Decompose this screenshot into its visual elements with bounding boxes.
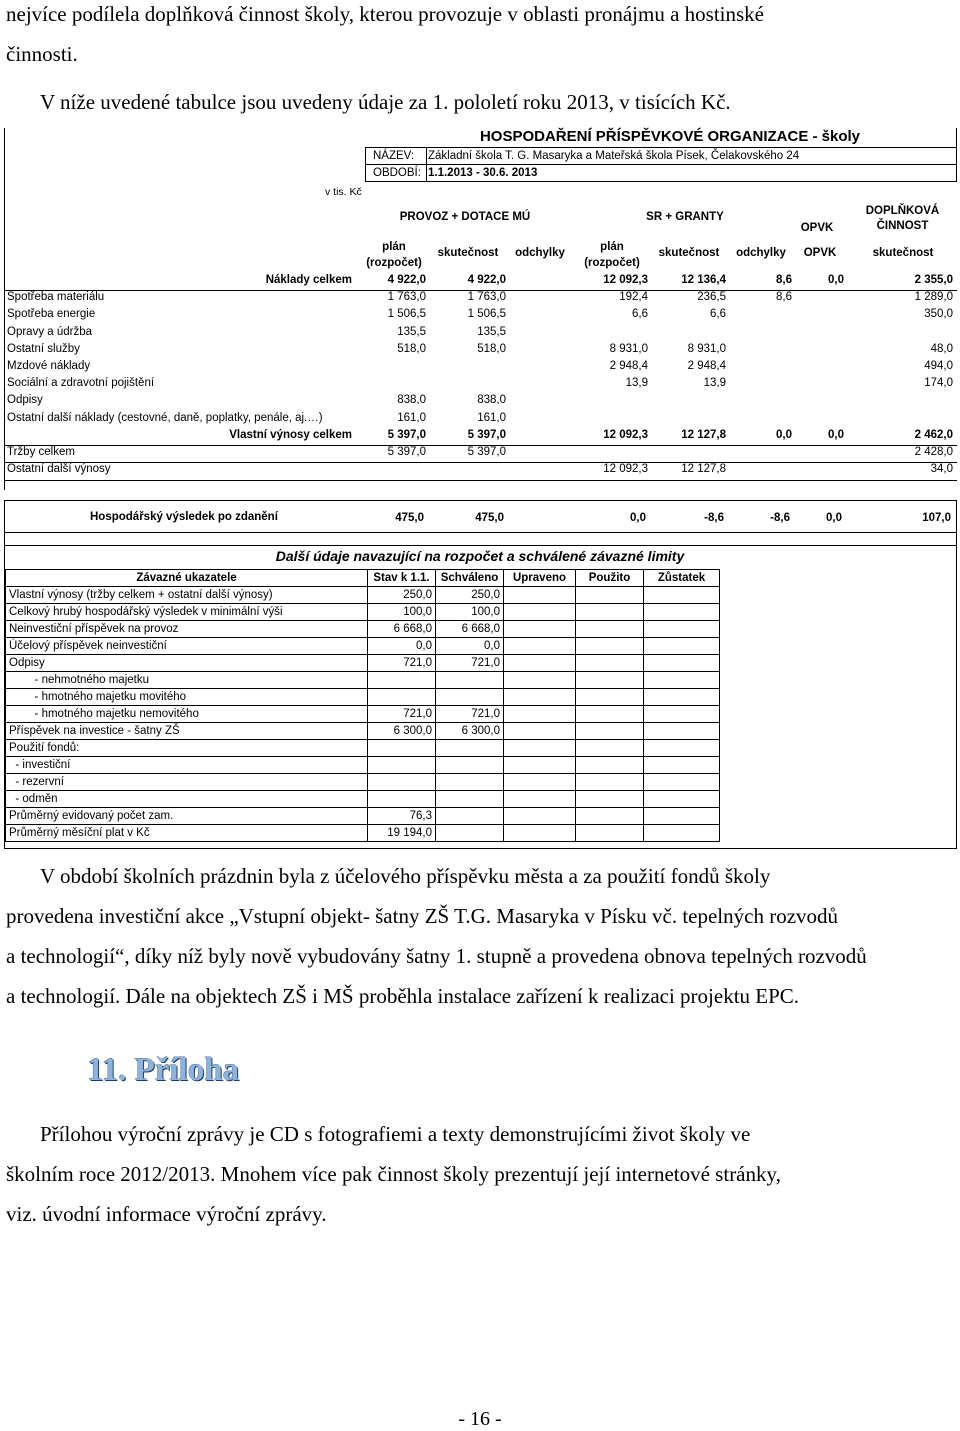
result-value: -8,6 bbox=[704, 512, 724, 524]
col-skutecnost-2: skutečnost bbox=[658, 247, 720, 259]
limits-row bbox=[6, 604, 720, 621]
row-value: 12 092,3 bbox=[603, 428, 648, 441]
limits-label: Účelový příspěvek neinvestiční bbox=[6, 638, 368, 655]
limits-value bbox=[504, 791, 576, 808]
row-label: Spotřeba energie bbox=[7, 308, 96, 321]
row-value: 12 127,8 bbox=[681, 463, 726, 476]
row-value bbox=[728, 358, 794, 375]
report-title: HOSPODAŘENÍ PŘÍSPĚVKOVÉ ORGANIZACE - školy bbox=[479, 128, 861, 145]
limits-value bbox=[576, 672, 644, 689]
limits-label: Celkový hrubý hospodářský výsledek v minimální výši bbox=[6, 604, 368, 621]
limits-header-cell: Závazné ukazatele bbox=[6, 570, 368, 587]
limits-value: 250,0 bbox=[368, 587, 436, 604]
row-value bbox=[574, 444, 650, 461]
row-value bbox=[728, 444, 794, 461]
body-p1-line-4: a technologií. Dále na objektech ZŠ i MŠ proběhla instalace zařízení k realizaci projektu EPC. bbox=[6, 984, 800, 1008]
limits-header-cell: Použito bbox=[576, 570, 644, 587]
report-right-border bbox=[956, 500, 957, 848]
row-value: 161,0 bbox=[477, 411, 506, 424]
row-value bbox=[794, 324, 846, 341]
limits-value bbox=[436, 689, 504, 706]
row-value: 494,0 bbox=[924, 360, 953, 373]
row-value bbox=[728, 341, 794, 358]
row-value: 135,5 bbox=[397, 325, 426, 338]
limits-label: - odměn bbox=[6, 791, 368, 808]
row-value bbox=[728, 324, 794, 341]
limits-value bbox=[436, 774, 504, 791]
row-value: 4 922,0 bbox=[467, 274, 506, 286]
limits-value bbox=[436, 791, 504, 808]
row-value: 8 931,0 bbox=[687, 342, 726, 355]
row-value bbox=[428, 358, 508, 375]
row-value bbox=[508, 324, 574, 341]
row-value bbox=[508, 444, 574, 461]
table-rule bbox=[4, 848, 957, 849]
row-value bbox=[794, 306, 846, 323]
body-p2-line-3: viz. úvodní informace výroční zprávy. bbox=[6, 1202, 327, 1226]
col-skutecnost-3: skutečnost bbox=[872, 247, 934, 259]
row-value bbox=[360, 461, 428, 478]
limits-value bbox=[576, 621, 644, 638]
limits-value bbox=[576, 791, 644, 808]
period-value: 1.1.2013 - 30.6. 2013 bbox=[428, 167, 538, 179]
limits-value bbox=[644, 757, 720, 774]
limits-label: Vlastní výnosy (tržby celkem + ostatní další výnosy) bbox=[6, 587, 368, 604]
table-rule bbox=[4, 480, 957, 481]
page-number: - 16 - bbox=[458, 1408, 502, 1430]
limits-row bbox=[6, 689, 720, 706]
header-rule bbox=[365, 147, 957, 148]
row-value: 174,0 bbox=[924, 377, 953, 390]
row-value bbox=[794, 444, 846, 461]
result-value: 0,0 bbox=[826, 512, 842, 524]
limits-value bbox=[576, 808, 644, 825]
limits-value: 6 300,0 bbox=[436, 723, 504, 740]
group-opvk: OPVK bbox=[800, 222, 834, 234]
limits-value bbox=[504, 706, 576, 723]
row-label: Vlastní výnosy celkem bbox=[229, 428, 352, 441]
limits-row bbox=[6, 740, 720, 757]
limits-value bbox=[504, 825, 576, 842]
row-label: Ostatní služby bbox=[7, 342, 80, 355]
col-odchylky-1: odchylky bbox=[515, 247, 565, 259]
limits-value bbox=[644, 638, 720, 655]
limits-value bbox=[576, 825, 644, 842]
row-value: 12 127,8 bbox=[681, 428, 726, 441]
limits-value bbox=[644, 587, 720, 604]
header-rule bbox=[365, 181, 957, 182]
table-rule bbox=[4, 290, 957, 291]
row-value bbox=[794, 392, 846, 409]
row-value: 2 462,0 bbox=[914, 428, 953, 441]
limits-value bbox=[504, 689, 576, 706]
row-value bbox=[728, 306, 794, 323]
row-value bbox=[728, 392, 794, 409]
limits-value bbox=[436, 740, 504, 757]
limits-value bbox=[368, 740, 436, 757]
row-value bbox=[508, 392, 574, 409]
row-value: 12 092,3 bbox=[603, 463, 648, 476]
row-value bbox=[728, 410, 794, 427]
limits-value bbox=[644, 825, 720, 842]
limits-row bbox=[6, 672, 720, 689]
limits-value bbox=[504, 621, 576, 638]
col-plan-1: plán (rozpočet) bbox=[366, 241, 422, 269]
row-value bbox=[508, 358, 574, 375]
limits-value bbox=[644, 723, 720, 740]
limits-value bbox=[644, 706, 720, 723]
row-value bbox=[574, 392, 650, 409]
intro-line-1: nejvíce podílela doplňková činnost školy, kterou provozuje v oblasti pronájmu a hostinské bbox=[6, 2, 764, 26]
table-row bbox=[5, 272, 955, 289]
col-skutecnost-1: skutečnost bbox=[437, 247, 499, 259]
row-value bbox=[794, 461, 846, 478]
limits-value bbox=[368, 774, 436, 791]
limits-row bbox=[6, 774, 720, 791]
row-value: 48,0 bbox=[930, 342, 953, 355]
limits-label: - hmotného majetku movitého bbox=[6, 689, 368, 706]
row-value bbox=[728, 461, 794, 478]
result-value: 107,0 bbox=[922, 512, 951, 524]
body-p1-line-1: V období školních prázdnin byla z účelového příspěvku města a za použití fondů školy bbox=[40, 864, 771, 888]
row-value bbox=[574, 324, 650, 341]
limits-value bbox=[504, 638, 576, 655]
header-rule bbox=[365, 164, 957, 165]
limits-value bbox=[644, 791, 720, 808]
limits-value bbox=[504, 757, 576, 774]
row-value: 838,0 bbox=[397, 394, 426, 407]
limits-label: Neinvestiční příspěvek na provoz bbox=[6, 621, 368, 638]
row-value bbox=[650, 392, 728, 409]
row-value: 135,5 bbox=[477, 325, 506, 338]
row-value: 2 948,4 bbox=[687, 360, 726, 373]
limits-value bbox=[368, 791, 436, 808]
table-rule bbox=[4, 532, 957, 533]
row-value bbox=[794, 341, 846, 358]
table-row bbox=[5, 289, 955, 306]
col-opvk: OPVK bbox=[803, 247, 837, 259]
row-value bbox=[794, 375, 846, 392]
limits-label: - hmotného majetku nemovitého bbox=[6, 706, 368, 723]
row-value: 1 506,5 bbox=[467, 308, 506, 321]
limits-value: 100,0 bbox=[368, 604, 436, 621]
limits-label: - rezervní bbox=[6, 774, 368, 791]
table-row bbox=[5, 341, 955, 358]
limits-label: - investiční bbox=[6, 757, 368, 774]
limits-label: Průměrný evidovaný počet zam. bbox=[6, 808, 368, 825]
row-value: 1 289,0 bbox=[914, 291, 953, 304]
row-value bbox=[846, 324, 955, 341]
group-provoz: PROVOZ + DOTACE MÚ bbox=[399, 211, 531, 223]
limits-row bbox=[6, 621, 720, 638]
row-value bbox=[508, 289, 574, 306]
limits-row bbox=[6, 757, 720, 774]
body-p1-line-3: a technologií“, díky níž byly nově vybudovány šatny 1. stupně a provedena obnova tepelných rozvodů bbox=[6, 944, 867, 968]
row-value: 6,6 bbox=[710, 308, 726, 321]
row-value bbox=[360, 375, 428, 392]
limits-value: 0,0 bbox=[368, 638, 436, 655]
limits-label: Příspěvek na investice - šatny ZŠ bbox=[6, 723, 368, 740]
limits-value bbox=[368, 757, 436, 774]
limits-row bbox=[6, 706, 720, 723]
limits-value: 0,0 bbox=[436, 638, 504, 655]
limits-header-cell: Zůstatek bbox=[644, 570, 720, 587]
table-row bbox=[5, 427, 955, 444]
limits-row bbox=[6, 723, 720, 740]
limits-value: 721,0 bbox=[436, 706, 504, 723]
limits-value bbox=[644, 672, 720, 689]
limits-label: - nehmotného majetku bbox=[6, 672, 368, 689]
limits-value: 6 300,0 bbox=[368, 723, 436, 740]
limits-value bbox=[644, 604, 720, 621]
row-value: 236,5 bbox=[697, 291, 726, 304]
row-value bbox=[846, 392, 955, 409]
body-p1-line-2: provedena investiční akce „Vstupní objekt- šatny ZŠ T.G. Masaryka v Písku vč. tepelných rozvodů bbox=[6, 904, 839, 928]
table-row bbox=[5, 444, 955, 461]
row-value: 12 136,4 bbox=[681, 274, 726, 286]
row-value: 2 355,0 bbox=[914, 274, 953, 286]
row-value bbox=[508, 427, 574, 444]
limits-header-cell: Schváleno bbox=[436, 570, 504, 587]
limits-value bbox=[644, 740, 720, 757]
limits-value: 250,0 bbox=[436, 587, 504, 604]
row-value: 192,4 bbox=[619, 291, 648, 304]
row-label: Ostatní další náklady (cestovné, daně, poplatky, penále, aj.…) bbox=[7, 411, 323, 424]
limits-value bbox=[644, 655, 720, 672]
limits-value bbox=[576, 706, 644, 723]
row-value bbox=[508, 410, 574, 427]
limits-value bbox=[576, 604, 644, 621]
period-label: OBDOBÍ: bbox=[373, 167, 421, 179]
limits-label: Použití fondů: bbox=[6, 740, 368, 757]
limits-value bbox=[576, 723, 644, 740]
limits-row bbox=[6, 587, 720, 604]
row-value: 2 948,4 bbox=[609, 360, 648, 373]
row-value bbox=[650, 410, 728, 427]
row-value bbox=[794, 289, 846, 306]
table-rule bbox=[4, 445, 957, 446]
row-label: Tržby celkem bbox=[7, 446, 75, 459]
row-label: Spotřeba materiálu bbox=[7, 291, 105, 304]
row-value bbox=[508, 306, 574, 323]
name-value: Základní škola T. G. Masaryka a Mateřská škola Písek, Čelakovského 24 bbox=[428, 150, 800, 162]
row-value: 4 922,0 bbox=[387, 274, 426, 286]
limits-row bbox=[6, 825, 720, 842]
table-row bbox=[5, 410, 955, 427]
limits-row bbox=[6, 655, 720, 672]
limits-value bbox=[576, 774, 644, 791]
row-value: 0,0 bbox=[828, 274, 844, 286]
row-value bbox=[428, 375, 508, 392]
limits-value bbox=[504, 672, 576, 689]
row-value bbox=[508, 341, 574, 358]
limits-value bbox=[368, 689, 436, 706]
result-value: 475,0 bbox=[395, 512, 424, 524]
table-rule bbox=[4, 545, 957, 546]
row-value: 1 506,5 bbox=[387, 308, 426, 321]
limits-value: 6 668,0 bbox=[368, 621, 436, 638]
limits-value bbox=[644, 808, 720, 825]
col-odchylky-2: odchylky bbox=[736, 247, 786, 259]
row-value bbox=[650, 324, 728, 341]
row-value: 8 931,0 bbox=[609, 342, 648, 355]
row-value: 1 763,0 bbox=[467, 291, 506, 304]
limits-row bbox=[6, 808, 720, 825]
limits-value bbox=[576, 638, 644, 655]
row-value: 2 428,0 bbox=[914, 446, 953, 459]
limits-value bbox=[576, 689, 644, 706]
row-value: 5 397,0 bbox=[387, 446, 426, 459]
limits-value bbox=[504, 808, 576, 825]
intro-line-2: činnosti. bbox=[6, 42, 78, 66]
row-label: Mzdové náklady bbox=[7, 360, 91, 373]
row-value: 161,0 bbox=[397, 411, 426, 424]
result-value: 475,0 bbox=[475, 512, 504, 524]
row-value: 8,6 bbox=[776, 274, 792, 286]
row-value bbox=[574, 410, 650, 427]
row-label: Náklady celkem bbox=[265, 274, 352, 286]
limits-value bbox=[576, 757, 644, 774]
row-value bbox=[360, 358, 428, 375]
row-value: 350,0 bbox=[924, 308, 953, 321]
row-value bbox=[846, 410, 955, 427]
group-doplnkova: DOPLŇKOVÁ ČINNOST bbox=[865, 205, 940, 232]
body-p2-line-1: Přílohou výroční zprávy je CD s fotografiemi a texty demonstrujícími život školy ve bbox=[40, 1122, 751, 1146]
table-row bbox=[5, 306, 955, 323]
limits-value bbox=[576, 740, 644, 757]
limits-value bbox=[504, 587, 576, 604]
economy-table bbox=[5, 272, 955, 478]
row-value bbox=[508, 375, 574, 392]
row-value bbox=[728, 375, 794, 392]
name-label: NÁZEV: bbox=[373, 150, 415, 162]
row-value: 518,0 bbox=[397, 342, 426, 355]
limits-header-cell: Stav k 1.1. bbox=[368, 570, 436, 587]
row-value: 0,0 bbox=[828, 428, 844, 441]
row-value bbox=[650, 444, 728, 461]
limits-value bbox=[644, 774, 720, 791]
row-label: Odpisy bbox=[7, 394, 43, 407]
limits-value: 6 668,0 bbox=[436, 621, 504, 638]
limits-value bbox=[436, 672, 504, 689]
header-rule bbox=[365, 147, 366, 181]
row-value: 518,0 bbox=[477, 342, 506, 355]
limits-value bbox=[504, 774, 576, 791]
intro-line-3: V níže uvedené tabulce jsou uvedeny údaje za 1. pololetí roku 2013, v tisících Kč. bbox=[40, 90, 731, 114]
row-value bbox=[794, 410, 846, 427]
row-value: 13,9 bbox=[703, 377, 726, 390]
row-value: 13,9 bbox=[625, 377, 648, 390]
row-label: Opravy a údržba bbox=[7, 325, 93, 338]
limits-value: 721,0 bbox=[436, 655, 504, 672]
col-plan-2: plán (rozpočet) bbox=[584, 241, 640, 269]
row-value: 34,0 bbox=[930, 463, 953, 476]
row-value: 12 092,3 bbox=[603, 274, 648, 286]
result-label: Hospodářský výsledek po zdanění bbox=[90, 511, 278, 523]
section-heading: 11. Příloha bbox=[87, 1052, 240, 1088]
limits-value bbox=[436, 825, 504, 842]
row-value: 6,6 bbox=[632, 308, 648, 321]
limits-value: 721,0 bbox=[368, 655, 436, 672]
limits-value bbox=[368, 672, 436, 689]
limits-value bbox=[436, 757, 504, 774]
limits-value bbox=[504, 723, 576, 740]
table-row bbox=[5, 324, 955, 341]
row-value: 5 397,0 bbox=[467, 446, 506, 459]
limits-value: 721,0 bbox=[368, 706, 436, 723]
limits-value bbox=[504, 655, 576, 672]
table-row bbox=[5, 375, 955, 392]
row-value: 5 397,0 bbox=[387, 428, 426, 441]
row-value: 0,0 bbox=[776, 428, 792, 441]
row-value: 1 763,0 bbox=[387, 291, 426, 304]
limits-value bbox=[504, 604, 576, 621]
result-value: 0,0 bbox=[630, 512, 646, 524]
body-p2-line-2: školním roce 2012/2013. Mnohem více pak činnost školy prezentují její internetové stránky, bbox=[6, 1162, 781, 1186]
limits-value: 19 194,0 bbox=[368, 825, 436, 842]
limits-header-cell: Upraveno bbox=[504, 570, 576, 587]
limits-label: Odpisy bbox=[6, 655, 368, 672]
limits-title: Další údaje navazující na rozpočet a schválené závazné limity bbox=[275, 548, 685, 564]
group-sr: SR + GRANTY bbox=[646, 211, 724, 223]
table-row bbox=[5, 461, 955, 478]
row-value bbox=[428, 461, 508, 478]
limits-value bbox=[576, 655, 644, 672]
limits-label: Průměrný měsíční plat v Kč bbox=[6, 825, 368, 842]
limits-value bbox=[436, 808, 504, 825]
table-row bbox=[5, 358, 955, 375]
row-value bbox=[508, 272, 574, 289]
row-value bbox=[794, 358, 846, 375]
limits-value: 100,0 bbox=[436, 604, 504, 621]
row-value: 838,0 bbox=[477, 394, 506, 407]
row-value bbox=[508, 461, 574, 478]
unit-label: v tis. Kč bbox=[325, 186, 362, 198]
limits-value: 76,3 bbox=[368, 808, 436, 825]
limits-row bbox=[6, 791, 720, 808]
row-value: 5 397,0 bbox=[467, 428, 506, 441]
row-label: Sociální a zdravotní pojištění bbox=[7, 377, 155, 390]
table-rule bbox=[4, 462, 957, 463]
limits-value bbox=[576, 587, 644, 604]
limits-value bbox=[644, 689, 720, 706]
table-rule bbox=[4, 500, 957, 501]
table-row bbox=[5, 392, 955, 409]
row-label: Ostatní další výnosy bbox=[7, 463, 111, 476]
result-value: -8,6 bbox=[770, 512, 790, 524]
limits-value bbox=[504, 740, 576, 757]
limits-value bbox=[644, 621, 720, 638]
limits-table bbox=[5, 569, 720, 842]
header-rule bbox=[956, 128, 957, 181]
header-rule bbox=[426, 147, 427, 181]
limits-row bbox=[6, 638, 720, 655]
row-value: 8,6 bbox=[776, 291, 792, 304]
